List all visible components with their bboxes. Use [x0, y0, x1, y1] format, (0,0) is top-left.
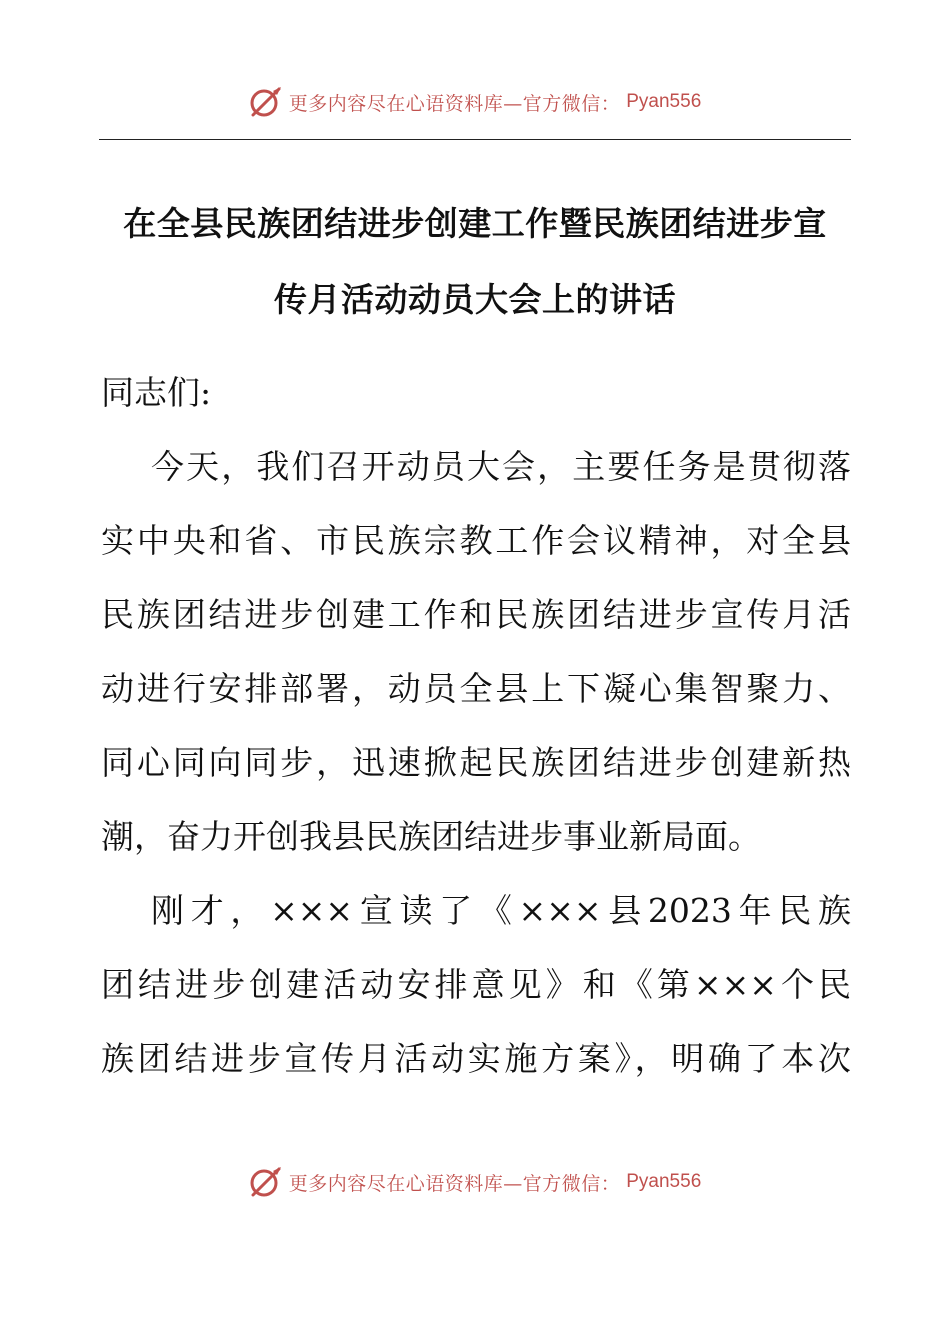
header-banner: [0, 82, 950, 122]
banner-text: 更多内容尽在心语资料库—官方微信：: [288, 1172, 621, 1195]
salutation: 同志们:: [101, 373, 212, 412]
paragraph-line: 潮，奋力开创我县民族团结进步事业新局面。: [101, 817, 761, 856]
brush-logo-icon: [249, 85, 283, 119]
paragraph-line: 民族团结进步创建工作和民族团结进步宣传月活: [101, 595, 851, 634]
paragraph-line: 今天，我们召开动员大会，主要任务是贯彻落: [151, 447, 851, 486]
brush-logo-icon: [249, 1165, 283, 1199]
paragraph-line: 动进行安排部署，动员全县上下凝心集智聚力、: [101, 669, 851, 708]
document-body: [101, 356, 851, 1096]
paragraph-line: 团结进步创建活动安排意见》和《第×××个民: [101, 965, 851, 1004]
title-line: 传月活动动员大会上的讲话: [274, 280, 676, 319]
document-title: [99, 186, 851, 338]
banner-wechat-id: Pyan556: [626, 91, 702, 112]
header-rule: [99, 139, 851, 140]
paragraph-line: 刚才，×××宣读了《×××县2023年民族: [151, 891, 851, 930]
paragraph-line: 同心同向同步，迅速掀起民族团结进步创建新热: [101, 743, 851, 782]
banner-text: 更多内容尽在心语资料库—官方微信：: [288, 92, 621, 115]
paragraph-line: 族团结进步宣传月活动实施方案》，明确了本次: [101, 1039, 851, 1078]
footer-banner: [0, 1162, 950, 1202]
paragraph-line: 实中央和省、市民族宗教工作会议精神，对全县: [101, 521, 851, 560]
banner-wechat-id: Pyan556: [626, 1171, 702, 1192]
title-line: 在全县民族团结进步创建工作暨民族团结进步宣: [123, 204, 827, 243]
